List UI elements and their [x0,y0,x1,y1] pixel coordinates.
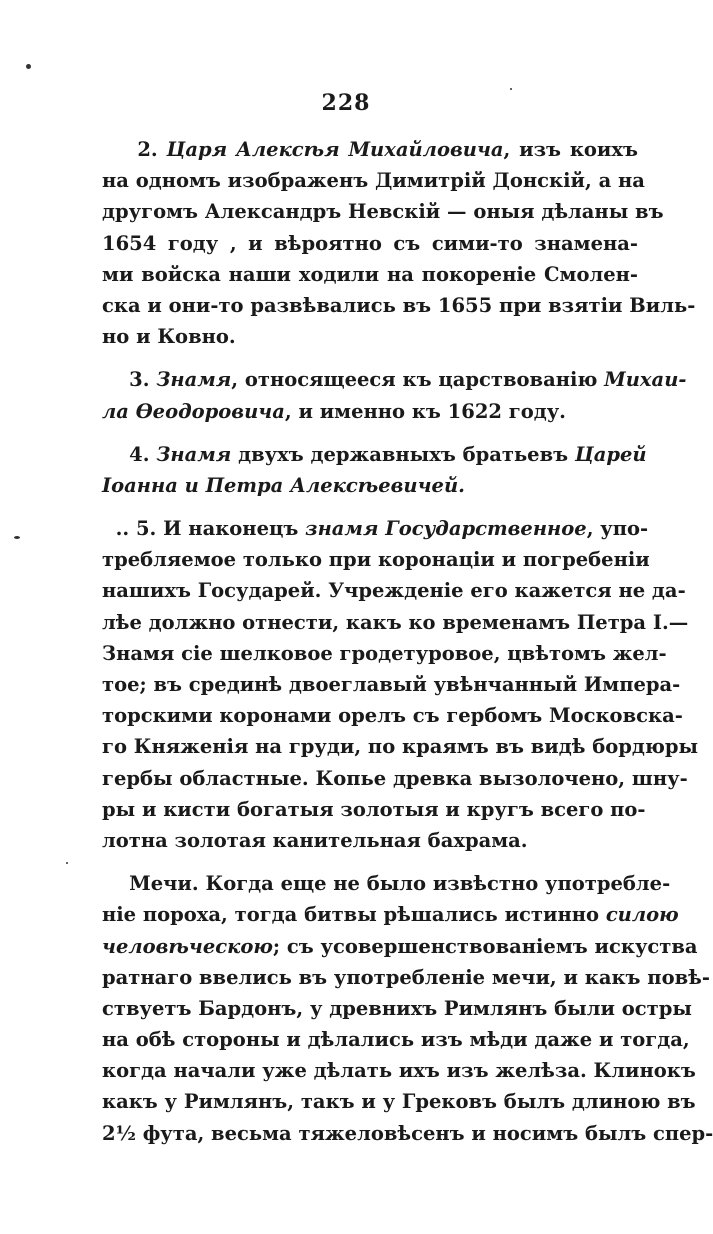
text-run: на обѣ стороны и дѣлались изъ мѣди даже и тогда, [102,1028,690,1052]
paragraph [102,439,647,501]
text-line [102,165,645,196]
text-run: Знамя сіе шелковое гродетуровое, цвѣтомъ жел- [102,641,667,665]
text-line [102,962,710,993]
text-run: но и Ковно. [102,325,236,349]
italic-text: Знамя [156,442,232,466]
text-line [102,669,681,700]
text-line [102,993,692,1024]
text-run: ; съ усовершенствованіемъ искуства [272,934,698,958]
text-run: .. 5. И наконецъ [102,517,306,541]
italic-text: Царя Алексѣя Михайловича [166,138,504,161]
text-run: ствуетъ Бардонъ, у древнихъ Римлянъ были остры [102,996,692,1020]
text-run: го Княженія на груди, по краямъ въ видѣ бордюры [102,735,699,759]
text-run: лотна золотая канительная бахрама. [102,828,528,852]
text-line [102,196,664,227]
text-run: ніе пороха, тогда битвы рѣшались истинно [102,903,606,927]
italic-text: Знамя [156,368,232,392]
text-run: , и именно къ 1622 году. [284,399,566,423]
text-line [102,794,646,825]
text-line [102,575,686,606]
text-line [102,513,649,544]
paragraph-gap [102,501,638,513]
text-line [102,259,638,290]
text-line [102,364,687,395]
text-line [102,396,638,427]
text-line [102,544,650,575]
scan-speck [66,862,68,864]
text-line [102,868,671,899]
text-run: Мечи. Когда еще не было извѣстно употребле- [102,872,671,896]
text-line [102,607,689,638]
text-line [102,290,696,321]
text-line [102,1086,696,1117]
paragraph [102,134,696,352]
paragraph [102,364,687,426]
scan-speck [14,536,20,539]
text-run: , упо- [586,517,649,541]
italic-text: ла Ѳеодоровича [102,399,285,423]
italic-text: Михаи- [604,368,687,392]
text-run: , изъ коихъ [503,138,638,161]
text-line [102,638,667,669]
text-run: какъ у Римлянъ, такъ и у Грековъ былъ длиною въ [102,1090,696,1114]
text-run: нашихъ Государей. Учрежденіе его кажется не да- [102,579,686,603]
text-run: гербы областные. Копье древка вызолочено, шну- [102,766,688,790]
italic-text: Царей [574,442,647,466]
text-run: 2½ фута, весьма тяжеловѣсенъ и носимъ былъ спер- [102,1121,713,1145]
text-run: когда начали уже дѣлать ихъ изъ желѣза. Клинокъ [102,1059,696,1083]
text-line [102,321,638,352]
paragraph-gap [102,352,638,364]
text-line [102,228,638,259]
text-line [102,899,679,930]
text-run: тое; въ срединѣ двоеглавый увѣнчанный Импера- [102,673,681,696]
text-line [102,931,698,962]
paragraph [102,868,713,1149]
text-line [102,470,638,501]
text-run: требляемое только при коронаціи и погребеніи [102,548,650,572]
text-line [102,731,699,762]
page-number: 228 [321,90,371,116]
text-run: другомъ Александръ Невскій — оныя дѣланы въ [102,200,664,224]
text-line [102,700,683,731]
text-line [102,1055,696,1086]
paragraph-gap [102,427,638,439]
scan-speck [510,88,512,90]
text-run: ратнаго ввелись въ употребленіе мечи, и какъ повѣ- [102,965,710,989]
text-line [102,439,647,470]
paragraph-gap [102,856,638,868]
text-run: 1654 году , и вѣроятно съ сими-то знамена- [102,231,638,255]
text-line [102,1024,690,1055]
italic-text: Іоанна и Петра Алексѣевичей. [102,473,465,497]
text-run: ска и они-то развѣвались въ 1655 при взятіи Виль- [102,293,696,317]
text-run: 4. [102,442,157,466]
body-text [102,134,713,1149]
text-run: , относящееся къ царствованію [231,368,605,392]
italic-text: знамя Государственное [305,517,587,541]
text-run: торскими коронами орелъ съ гербомъ Московска- [102,704,683,728]
paragraph [102,513,699,856]
italic-text: человѣческою [102,934,273,958]
italic-text: силою [605,903,679,927]
scan-speck [26,64,31,69]
text-line [102,825,638,856]
text-run: 3. [102,368,157,392]
text-run: 2. [102,138,167,161]
text-line [102,1118,713,1149]
text-run: на одномъ изображенъ Димитрій Донскій, а на [102,169,645,193]
text-run: лѣе должно отнести, какъ ко временамъ Петра I.— [102,610,689,634]
text-run: ми войска наши ходили на покореніе Смолен- [102,262,638,286]
text-line [102,763,688,794]
text-run: двухъ державныхъ братьевъ [231,442,575,466]
text-run: ры и кисти богатыя золотыя и кругъ всего по- [102,797,646,821]
text-line [102,134,638,165]
